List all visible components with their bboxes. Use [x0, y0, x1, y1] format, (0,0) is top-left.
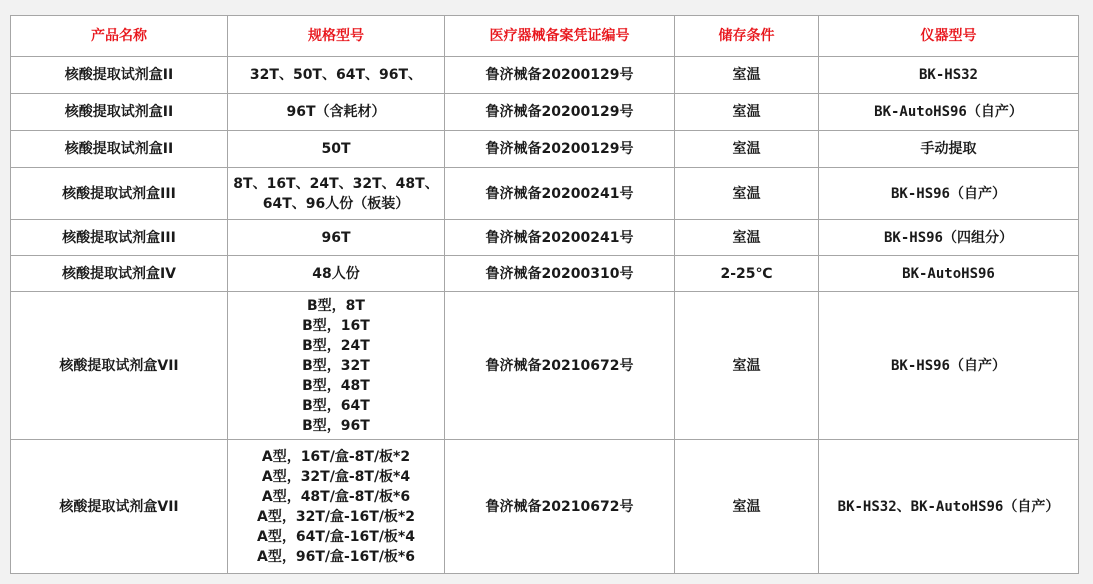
- spec-line: A型，32T/盒-16T/板*2: [257, 508, 415, 525]
- cell-spec-model: [228, 57, 445, 94]
- spec-line: A型，32T/盒-8T/板*4: [261, 468, 411, 485]
- table-row: [11, 131, 1079, 168]
- cell-product-name: 核酸提取试剂盒II: [11, 94, 228, 131]
- table-row: [11, 57, 1079, 94]
- table-row: [11, 94, 1079, 131]
- cell-registration-number: 鲁济械备20200310号: [445, 256, 675, 292]
- cell-storage-condition: 室温: [675, 168, 819, 220]
- table-row: [11, 256, 1079, 292]
- cell-spec-model: [228, 292, 445, 440]
- cell-instrument-model: BK-AutoHS96: [819, 256, 1079, 292]
- cell-product-name: 核酸提取试剂盒VII: [11, 292, 228, 440]
- spec-line: A型，64T/盒-16T/板*4: [257, 528, 415, 545]
- cell-product-name: 核酸提取试剂盒IV: [11, 256, 228, 292]
- cell-spec-model: [228, 131, 445, 168]
- spec-line: B型，8T: [307, 297, 365, 314]
- cell-instrument-model: BK-HS32、BK-AutoHS96（自产）: [819, 440, 1079, 574]
- cell-registration-number: 鲁济械备20210672号: [445, 440, 675, 574]
- cell-registration-number: 鲁济械备20200129号: [445, 131, 675, 168]
- spec-line: B型，32T: [302, 357, 370, 374]
- spec-line: 32T、50T、64T、96T、: [249, 67, 423, 83]
- spec-line: 96T（含耗材）: [286, 104, 386, 120]
- cell-spec-model: [228, 220, 445, 256]
- spec-line: B型，64T: [302, 397, 370, 414]
- cell-product-name: 核酸提取试剂盒III: [11, 220, 228, 256]
- spec-line: B型，48T: [302, 377, 370, 394]
- cell-product-name: 核酸提取试剂盒III: [11, 168, 228, 220]
- spec-line: 96T: [321, 229, 351, 246]
- cell-spec-model: [228, 168, 445, 220]
- spec-line: A型，16T/盒-8T/板*2: [261, 448, 411, 465]
- cell-product-name: 核酸提取试剂盒VII: [11, 440, 228, 574]
- cell-instrument-model: BK-AutoHS96（自产）: [819, 94, 1079, 131]
- cell-instrument-model: 手动提取: [819, 131, 1079, 168]
- cell-storage-condition: 室温: [675, 57, 819, 94]
- cell-spec-model: [228, 94, 445, 131]
- spec-line: B型，96T: [302, 417, 370, 434]
- cell-instrument-model: BK-HS32: [819, 57, 1079, 94]
- header-spec-model: 规格型号: [228, 16, 445, 57]
- cell-storage-condition: 2-25℃: [675, 256, 819, 292]
- table-body: [11, 57, 1079, 574]
- cell-storage-condition: 室温: [675, 440, 819, 574]
- spec-line: 8T、16T、24T、32T、48T、: [233, 175, 439, 192]
- header-registration-number: 医疗器械备案凭证编号: [445, 16, 675, 57]
- table-row: [11, 440, 1079, 574]
- cell-storage-condition: 室温: [675, 220, 819, 256]
- cell-storage-condition: 室温: [675, 94, 819, 131]
- table-header-row: [11, 16, 1079, 57]
- spec-line: 48人份: [312, 265, 360, 282]
- header-product-name: 产品名称: [11, 16, 228, 57]
- spec-line: 50T: [321, 141, 351, 157]
- spec-line: 64T、96人份（板装）: [262, 195, 410, 212]
- cell-registration-number: 鲁济械备20200129号: [445, 57, 675, 94]
- spec-line: A型，96T/盒-16T/板*6: [257, 548, 415, 565]
- cell-product-name: 核酸提取试剂盒II: [11, 57, 228, 94]
- cell-registration-number: 鲁济械备20200241号: [445, 220, 675, 256]
- header-instrument-model: 仪器型号: [819, 16, 1079, 57]
- cell-instrument-model: BK-HS96（自产）: [819, 292, 1079, 440]
- cell-spec-model: [228, 440, 445, 574]
- cell-product-name: 核酸提取试剂盒II: [11, 131, 228, 168]
- cell-storage-condition: 室温: [675, 292, 819, 440]
- cell-spec-model: [228, 256, 445, 292]
- spec-line: B型，24T: [302, 337, 370, 354]
- product-spec-table: [10, 15, 1079, 574]
- header-storage-condition: 储存条件: [675, 16, 819, 57]
- cell-registration-number: 鲁济械备20200129号: [445, 94, 675, 131]
- cell-storage-condition: 室温: [675, 131, 819, 168]
- cell-registration-number: 鲁济械备20210672号: [445, 292, 675, 440]
- cell-instrument-model: BK-HS96（四组分）: [819, 220, 1079, 256]
- spec-line: B型，16T: [302, 317, 370, 334]
- table-row: [11, 168, 1079, 220]
- table-row: [11, 220, 1079, 256]
- spec-line: A型，48T/盒-8T/板*6: [261, 488, 411, 505]
- cell-registration-number: 鲁济械备20200241号: [445, 168, 675, 220]
- cell-instrument-model: BK-HS96（自产）: [819, 168, 1079, 220]
- table-row: [11, 292, 1079, 440]
